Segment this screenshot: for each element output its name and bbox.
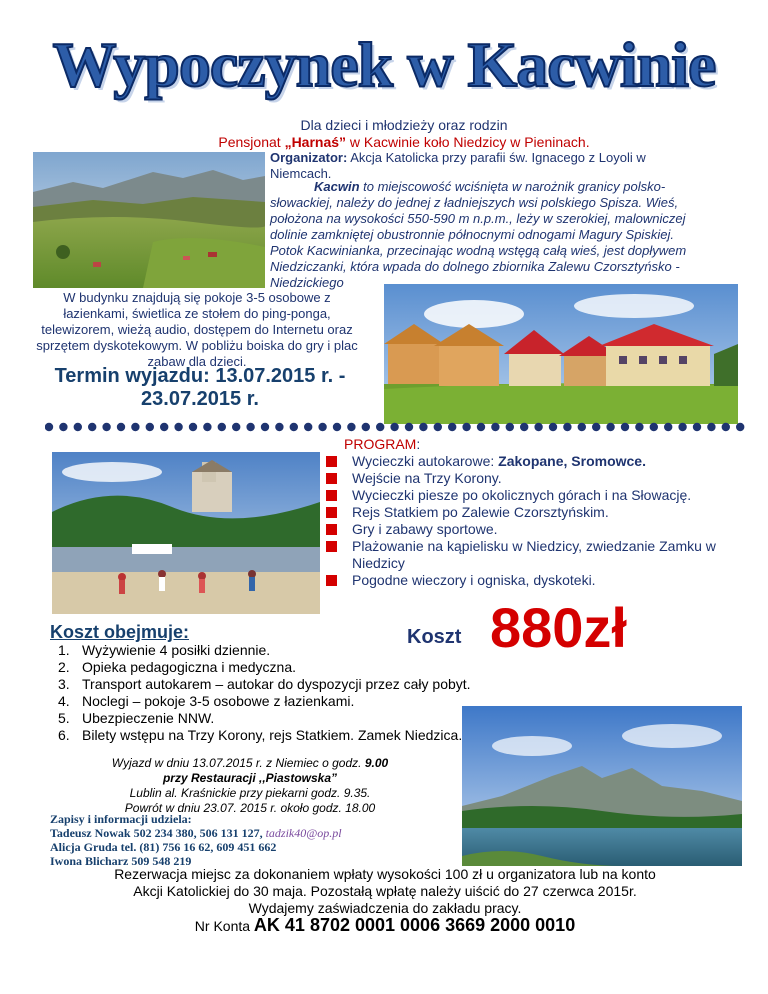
departure-place: przy Restauracji ,,Piastowska” <box>162 771 338 785</box>
pension-prefix: Pensjonat <box>218 134 281 150</box>
red-square-bullet-icon <box>326 507 337 518</box>
program-item: Plażowanie na kąpielisku w Niedzicy, zwiedzanie Zamku w Niedzicy <box>326 538 716 572</box>
divider-dot <box>146 423 154 431</box>
divider-dot <box>390 423 398 431</box>
return-info: Powrót w dniu 23.07. 2015 r. około godz. 18.00 <box>124 801 376 815</box>
red-square-bullet-icon <box>326 456 337 467</box>
program-item: Gry i zabawy sportowe. <box>326 521 716 538</box>
email-link[interactable]: tadzik40@op.pl <box>265 826 342 840</box>
cost-includes-header: Koszt obejmuje: <box>50 622 190 642</box>
cost-label: Koszt <box>407 626 462 648</box>
divider-dot <box>362 423 370 431</box>
program-section <box>326 436 716 589</box>
divider-dot <box>693 423 701 431</box>
cost-item: 1. Wyżywienie 4 posiłki dziennie. <box>58 642 271 658</box>
landscape-photo <box>33 152 265 288</box>
departure-line1: Wyjazd w dniu 13.07.2015 r. z Niemiec o godz. <box>111 756 362 770</box>
contact-person: Iwona Blicharz 509 548 219 <box>50 854 192 868</box>
divider-dot <box>203 423 211 431</box>
account-label: Nr Konta <box>194 918 251 934</box>
red-square-bullet-icon <box>326 575 337 586</box>
contacts-header: Zapisy i informacji udziela: <box>50 812 192 826</box>
castle-beach-photo <box>52 452 320 614</box>
divider-dot <box>707 423 715 431</box>
divider-dot <box>578 423 586 431</box>
divider-dot <box>333 423 341 431</box>
divider-dot <box>664 423 672 431</box>
cost-item: 6. Bilety wstępu na Trzy Korony, rejs Statkiem. Zamek Niedzica. <box>58 727 463 743</box>
divider-dot <box>477 423 485 431</box>
divider-dot <box>448 423 456 431</box>
divider-dot <box>290 423 298 431</box>
divider-dot <box>650 423 658 431</box>
village-description <box>270 179 710 291</box>
pension-photo <box>384 284 738 424</box>
dotted-divider <box>45 418 745 436</box>
divider-dot <box>491 423 499 431</box>
subtitle: Dla dzieci i młodzieży oraz rodzin <box>300 117 508 133</box>
organizer-label: Organizator: <box>270 150 348 165</box>
divider-dot <box>506 423 514 431</box>
program-item: Wejście na Trzy Korony. <box>326 470 716 487</box>
cost-item: 5. Ubezpieczenie NNW. <box>58 710 215 726</box>
divider-dot <box>621 423 629 431</box>
program-item: Rejs Statkiem po Zalewie Czorsztyńskim. <box>326 504 716 521</box>
divider-dot <box>232 423 240 431</box>
page-title: Wypoczynek w Kacwinie <box>52 29 716 100</box>
divider-dot <box>59 423 67 431</box>
divider-dot <box>434 423 442 431</box>
divider-dot <box>520 423 528 431</box>
contacts-section <box>50 812 470 868</box>
divider-dot <box>275 423 283 431</box>
price: 880zł <box>490 596 627 659</box>
organizer-line <box>270 150 710 182</box>
divider-dot <box>218 423 226 431</box>
divider-dot <box>261 423 269 431</box>
divider-dot <box>376 423 384 431</box>
organizer-text: Akcja Katolicka przy parafii św. Ignacego z Loyoli w Niemcach. <box>270 150 646 181</box>
departure-lublin: Lublin al. Kraśnickie przy piekarni godz. 9.35. <box>129 786 371 800</box>
divider-dot <box>189 423 197 431</box>
red-square-bullet-icon <box>326 490 337 501</box>
program-item: Pogodne wieczory i ogniska, dyskoteki. <box>326 572 716 589</box>
departure-info <box>50 756 450 816</box>
program-item: Wycieczki autokarowe: Zakopane, Sromowce. <box>326 453 716 470</box>
program-header: PROGRAM <box>344 436 417 452</box>
divider-dot <box>678 423 686 431</box>
divider-dot <box>131 423 139 431</box>
divider-dot <box>462 423 470 431</box>
village-text: to miejscowość wciśnięta w narożnik granicy polsko-słowackiej, należy do jednej z ładniejszych wsi polskiego Spisza. Wieś, położona na wysokości 550-590 m n.p.m., leży w szerokiej, malowniczej dolinie zamkniętej obustronnie północnymi odnogami Magury Spiskiej. Potok Kacwinianka, przecinając wodną wstęgą całą wieś, jest dopływem Niedziczanki, która wpada do dolnego zbiornika Zalewu Czorsztyńsko - Niedzickiego <box>270 179 687 290</box>
village-name: Kacwin <box>314 179 360 194</box>
river-photo <box>462 706 742 866</box>
rooms-description: W budynku znajdują się pokoje 3-5 osobowe z łazienkami, świetlica ze stołem do ping-ponga, telewizorem, wieżą audio, dostępem do Internetu oraz sprzętem dyskotekowym. W pobliżu boiska do gry i plac zabaw dla dzieci. <box>36 290 358 369</box>
pension-suffix: w Kacwinie koło Niedzicy w Pieninach. <box>349 134 590 150</box>
divider-dot <box>635 423 643 431</box>
divider-dot <box>304 423 312 431</box>
program-colon: : <box>416 436 421 452</box>
divider-dot <box>246 423 254 431</box>
account-number: AK 41 8702 0001 0006 3669 2000 0010 <box>253 915 576 935</box>
bank-account <box>40 915 730 936</box>
reservation-line2: Akcji Katolickiej do 30 maja. Pozostałą wpłatę należy uiścić do 27 czerwca 2015r. <box>133 883 637 899</box>
divider-dot <box>592 423 600 431</box>
red-square-bullet-icon <box>326 473 337 484</box>
divider-dot <box>419 423 427 431</box>
divider-dot <box>174 423 182 431</box>
cost-item: 3. Transport autokarem – autokar do dyspozycji przez cały pobyt. <box>58 676 471 692</box>
divider-dot <box>102 423 110 431</box>
program-list <box>326 453 716 589</box>
divider-dot <box>45 423 53 431</box>
reservation-line1: Rezerwacja miejsc za dokonaniem wpłaty wysokości 100 zł u organizatora lub na konto <box>114 866 656 882</box>
divider-dot <box>563 423 571 431</box>
reservation-line3: Wydajemy zaświadczenia do zakładu pracy. <box>248 900 522 916</box>
pension-name: „Harnaś” <box>284 134 347 150</box>
divider-dot <box>736 423 744 431</box>
divider-dot <box>117 423 125 431</box>
red-square-bullet-icon <box>326 524 337 535</box>
pension-line <box>0 134 768 150</box>
red-square-bullet-icon <box>326 541 337 552</box>
departure-dates: Termin wyjazdu: 13.07.2015 r. - 23.07.2015 r. <box>54 365 346 410</box>
divider-dot <box>405 423 413 431</box>
divider-dot <box>88 423 96 431</box>
program-item: Wycieczki piesze po okolicznych górach i na Słowację. <box>326 487 716 504</box>
divider-dot <box>74 423 82 431</box>
divider-dot <box>347 423 355 431</box>
divider-dot <box>722 423 730 431</box>
divider-dot <box>549 423 557 431</box>
contact-person: Alicja Gruda tel. (81) 756 16 62, 609 451 662 <box>50 840 277 854</box>
divider-dot <box>606 423 614 431</box>
divider-dot <box>160 423 168 431</box>
divider-dot <box>318 423 326 431</box>
divider-dot <box>534 423 542 431</box>
contact-person: Tadeusz Nowak 502 234 380, 506 131 127, tadzik40@op.pl <box>50 826 342 840</box>
cost-item: 4. Noclegi – pokoje 3-5 osobowe z łazienkami. <box>58 693 355 709</box>
cost-item: 2. Opieka pedagogiczna i medyczna. <box>58 659 297 675</box>
departure-time: 9.00 <box>364 756 389 770</box>
reservation-info <box>40 866 730 917</box>
